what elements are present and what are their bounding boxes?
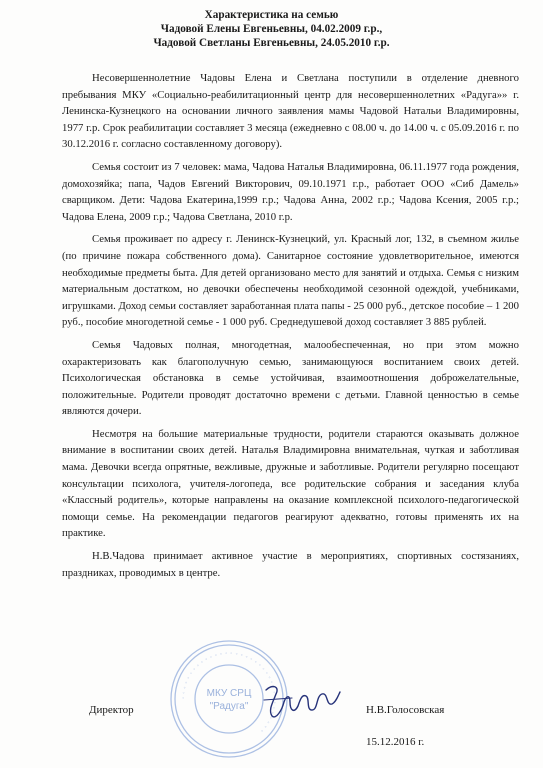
paragraph-parenting: Несмотря на большие материальные трудности, родители стараются оказывать должное внимание в воспитании своих детей. Наталья Владимировна внимательная, чуткая и заботливая мама. Девочки всегда опрятные, вежливые, дружные и заботливые. Родители регулярно посещают консультации психолога, учителя-логопеда, все родительские собрания и заседания клуба «Классный родитель», которые направлены на оказание комплексной психолого-педагогической помощи семье. На рекомендации педагогов реагируют адекватно, готовы применять их на практике.	[62, 427, 519, 540]
paragraph-admission: Несовершеннолетние Чадовы Елена и Светлана поступили в отделение дневного пребывания МКУ «Социально-реабилитационный центр для несовершеннолетних «Радуга»» г. Ленинска-Кузнецкого на основании личного заявления мамы Чадовой Натальи Владимировны, 1977 г.р. Срок реабилитации составляет 3 месяца (ежедневно с 08.00 ч. до 14.00 ч. с 05.09.2016 г. по 30.12.2016 г. согласно составленному договору).	[62, 72, 519, 151]
document-title: Характеристика на семью	[204, 9, 339, 21]
director-label: Директор	[89, 704, 134, 716]
subject-line-elena: Чадовой Елены Евгеньевны, 04.02.2009 г.р.,	[160, 23, 383, 35]
paragraph-participation: Н.В.Чадова принимает активное участие в мероприятиях, спортивных состязаниях, праздниках, проводимых в центре.	[62, 550, 519, 579]
paragraph-living-conditions: Семья проживает по адресу г. Ленинск-Кузнецкий, ул. Красный лог, 132, в съемном жилье (по причине пожара собственного дома). Санитарное состояние удовлетворительное, имеются необходимые предметы быта. Для детей организовано место для занятий и отдыха. Семья с низким материальным достатком, но девочки обеспечены необходимой сезонной одеждой, учебниками, игрушками. Доход семьи составляет заработанная плата папы - 25 000 руб., детское пособие – 1 200 руб., пособие многодетной семье - 1 000 руб. Среднедушевой доход составляет 3 885 рублей.	[62, 233, 519, 329]
stamp-center-text: "Радуга"	[209, 701, 249, 712]
document-header	[0, 8, 543, 50]
director-signature	[262, 680, 342, 722]
subject-line-svetlana: Чадовой Светланы Евгеньевны, 24.05.2010 г.р.	[153, 37, 390, 49]
director-name: Н.В.Голосовская	[366, 704, 445, 716]
svg-text:◦ ◦ ◦ ◦ ◦ ◦ ◦ ◦ ◦ ◦ ◦ ◦ ◦ ◦ ◦: ◦ ◦ ◦ ◦ ◦ ◦ ◦ ◦ ◦ ◦ ◦ ◦ ◦ ◦ ◦ ◦ ◦ ◦ ◦ ◦ ◦ ◦ ◦ ◦ ◦ ◦ ◦ ◦ ◦ ◦ ◦ ◦ ◦ ◦ ◦	[180, 650, 278, 734]
paragraph-family-climate: Семья Чадовых полная, многодетная, малообеспеченная, но при этом можно охарактеризовать как благополучную семью, занимающуюся воспитанием своих детей. Психологическая обстановка в семье устойчивая, взаимоотношения доброжелательные, положительные. Родители проводят достаточно времени с детьми. Главной ценностью в семье являются дочери.	[62, 338, 519, 418]
document-body	[62, 70, 519, 587]
stamp-org-text: МКУ СРЦ	[206, 688, 252, 699]
paragraph-family-composition: Семья состоит из 7 человек: мама, Чадова Наталья Владимировна, 06.11.1977 года рождения, домохозяйка; папа, Чадов Евгений Викторович, 09.10.1971 г.р., работает ООО «Сиб Дамель» сварщиком. Дети: Чадова Екатерина,1999 г.р.; Чадова Анна, 2002 г.р.; Чадова Ксения, 2005 г.р.; Чадова Елена, 2009 г.р.; Чадова Светлана, 2010 г.р.	[62, 160, 519, 223]
document-date: 15.12.2016 г.	[366, 736, 425, 748]
